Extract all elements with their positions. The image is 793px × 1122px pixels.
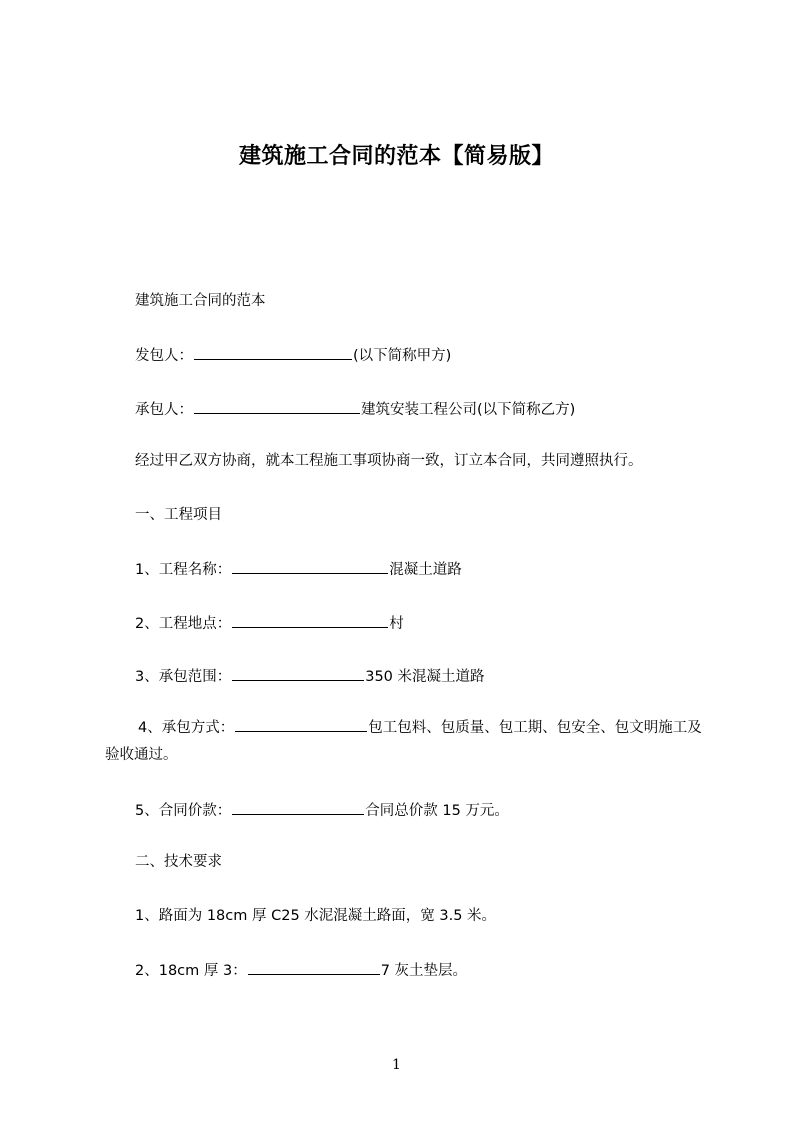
subtitle: 建筑施工合同的范本: [135, 293, 266, 309]
employer-suffix: (以下简称甲方): [353, 348, 452, 364]
contractor-suffix: 建筑安装工程公司(以下简称乙方): [361, 402, 576, 418]
contract-scope-label: 3、承包范围：: [135, 669, 232, 685]
contractor-line: [135, 398, 575, 420]
employer-label: 发包人：: [135, 348, 193, 364]
contract-price-label: 5、合同价款：: [135, 803, 232, 819]
project-location-blank[interactable]: [232, 612, 388, 628]
contract-price-line: [135, 799, 509, 821]
tech-requirement-2-blank[interactable]: [248, 959, 380, 975]
page-number: 1: [392, 1057, 401, 1073]
project-name-line: [135, 558, 462, 580]
document-title: 建筑施工合同的范本【简易版】: [238, 144, 554, 169]
project-name-label: 1、工程名称：: [135, 562, 232, 578]
contract-price-blank[interactable]: [232, 799, 364, 815]
contract-method-blank[interactable]: [235, 716, 367, 732]
contractor-label: 承包人：: [135, 402, 193, 418]
contract-method-label: 4、承包方式：: [138, 720, 235, 736]
project-location-suffix: 村: [389, 616, 404, 632]
project-location-line: [135, 612, 404, 634]
project-name-suffix: 混凝土道路: [389, 562, 462, 578]
tech-requirement-2-label: 2、18cm 厚 3：: [135, 963, 247, 979]
contract-method-paragraph: [105, 715, 705, 769]
tech-requirement-2: [135, 959, 467, 981]
section2-heading: 二、技术要求: [135, 854, 222, 870]
contract-scope-blank[interactable]: [232, 665, 364, 681]
contract-scope-line: [135, 665, 485, 687]
intro-paragraph: 经过甲乙双方协商，就本工程施工事项协商一致，订立本合同，共同遵照执行。: [135, 453, 643, 469]
contract-price-suffix: 合同总价款 15 万元。: [365, 803, 509, 819]
employer-line: [135, 344, 451, 366]
employer-blank[interactable]: [194, 344, 352, 360]
contractor-blank[interactable]: [194, 398, 360, 414]
section1-heading: 一、工程项目: [135, 507, 222, 523]
project-name-blank[interactable]: [232, 558, 388, 574]
project-location-label: 2、工程地点：: [135, 616, 232, 632]
tech-requirement-2-suffix: 7 灰土垫层。: [380, 963, 468, 979]
contract-method-suffix: 包工包料、包质量、包工期、包安全、包文明施工及验收通过。: [105, 720, 702, 763]
tech-requirement-1: 1、路面为 18cm 厚 C25 水泥混凝土路面，宽 3.5 米。: [135, 908, 497, 924]
contract-scope-suffix: 350 米混凝土道路: [365, 669, 485, 685]
